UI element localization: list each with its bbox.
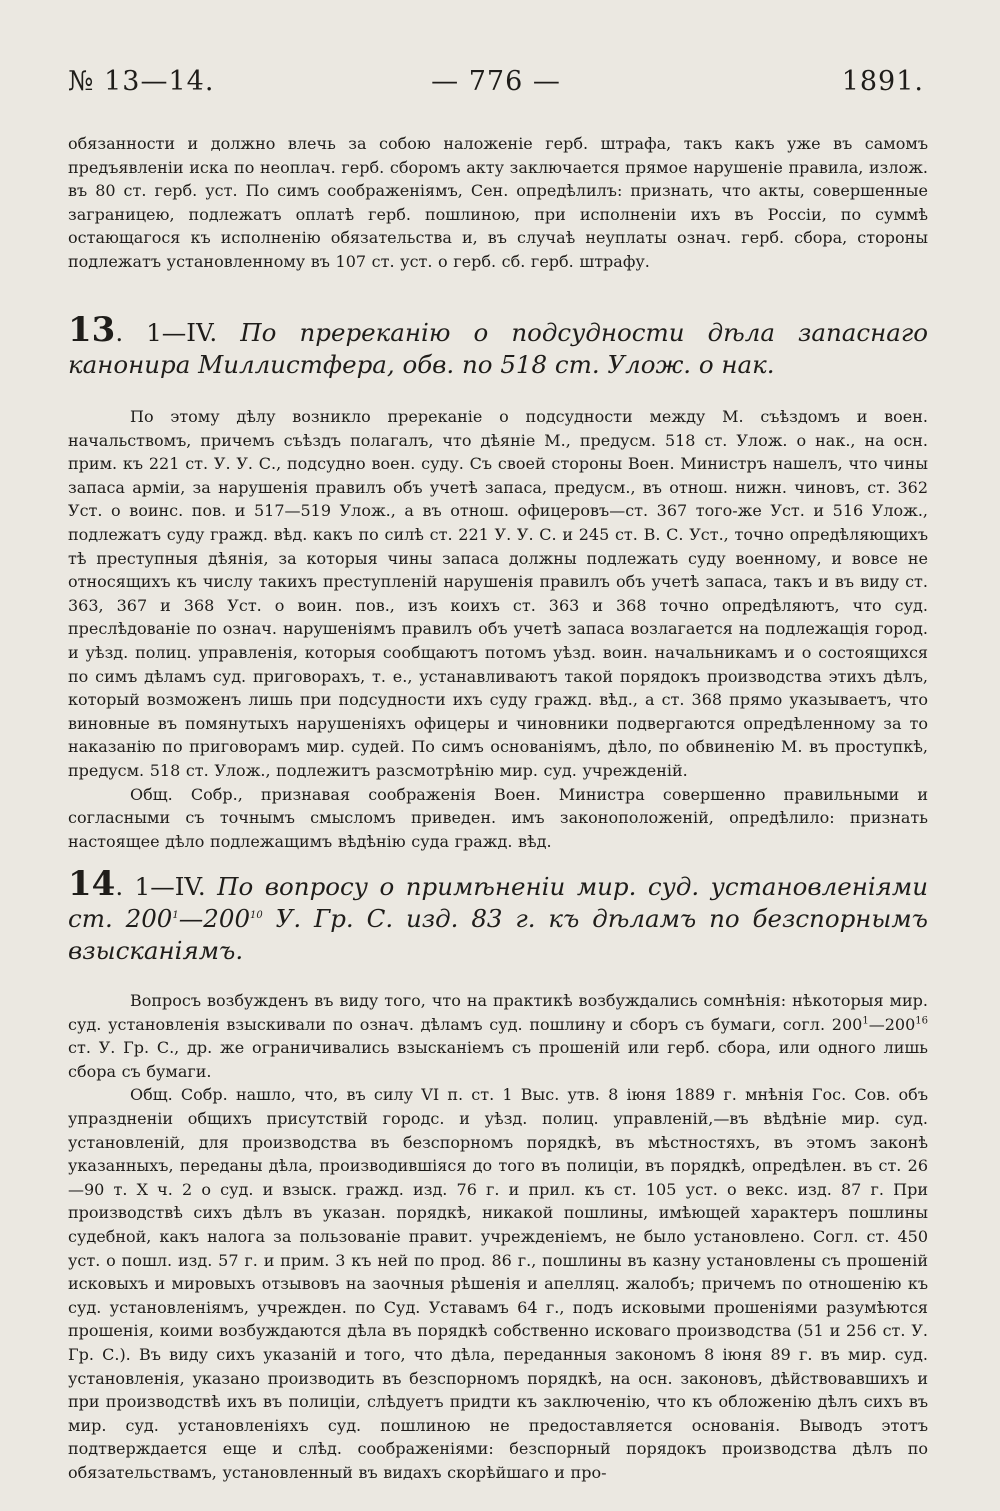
paragraph: Общ. Собр., признавая соображенія Воен. Министра совершенно правильными и согласными съ точнымъ смысломъ приведен. имъ законоположеній, опредѣлило: признать настоящее дѣло подлежащимъ вѣдѣнію суда гражд. вѣд. [68, 784, 928, 851]
section-heading [68, 864, 928, 967]
section-number: 13 [68, 310, 116, 350]
year: 1891. [841, 66, 924, 97]
section-13-body [68, 405, 928, 853]
section-code: . 1—IV. [115, 872, 206, 901]
continued-paragraph [68, 132, 928, 274]
section-14-body [68, 989, 928, 1484]
paragraph: По этому дѣлу возникло пререканіе о подсудности между М. съѣздомъ и воен. начальствомъ, причемъ съѣздъ полагалъ, что дѣяніе М., предусм. 518 ст. Улож. о нак., на осн. прим. къ 221 ст. У. У. С., подсудно воен. суду. Съ своей стороны Воен. Министръ нашелъ, что чины запаса арміи, за нарушенія правилъ объ учетѣ запаса, предусм., въ отнош. нижн. чиновъ, ст. 362 Уст. о воинс. пов. и 517—519 Улож., а въ отнош. офицеровъ—ст. 367 того-же Уст. и 516 Улож., подлежатъ суду гражд. вѣд. какъ по силѣ ст. 221 У. У. С. и 245 ст. В. С. Уст., точно опредѣляющихъ тѣ преступныя дѣянія, за которыя чины запаса должны подлежать суду военному, и вовсе не относящихъ къ числу такихъ преступленій нарушенія правилъ объ учетѣ запаса, такъ и въ виду ст. 363, 367 и 368 Уст. о воин. пов., изъ коихъ ст. 363 и 368 точно опредѣляютъ, что суд. преслѣдованіе по означ. нарушеніямъ правилъ объ учетѣ запаса возлагается на подлежащія город. и уѣзд. полиц. управленія, которыя сообщаютъ потомъ уѣзд. воин. начальникамъ и о состоящихся по симъ дѣламъ суд. приговорахъ, т. е., устанавливаютъ такой порядокъ производства этихъ дѣлъ, который возможенъ лишь при подсудности ихъ суду гражд. вѣд., а ст. 368 прямо указываетъ, что виновные въ помянутыхъ нарушеніяхъ офицеры и чиновники подвергаются опредѣленному за то наказанію по приговорамъ мир. судей. По симъ основаніямъ, дѣло, по обвиненію М. въ проступкѣ, предусм. 518 ст. Улож., подлежитъ разсмотрѣнію мир. суд. учрежденій. [68, 407, 928, 780]
paragraph: обязанности и должно влечь за собою наложеніе герб. штрафа, такъ какъ уже въ самомъ предъявленіи иска по неоплач. герб. сборомъ акту заключается прямое нарушеніе правила, излож. въ 80 ст. герб. уст. По симъ соображеніямъ, Сен. опредѣлилъ: признать, что акты, совершенные заграницею, подлежатъ оплатѣ герб. пошлиною, при исполненіи ихъ въ Россіи, по суммѣ остающагося къ исполненію обязательства и, въ случаѣ неуплаты означ. герб. сбора, стороны подлежатъ установленному въ 107 ст. уст. о герб. сб. герб. штрафу. [68, 134, 928, 271]
section-heading [68, 310, 928, 381]
section-13 [68, 310, 928, 381]
section-code: . 1—IV. [115, 318, 218, 347]
section-title: По пререканію о подсудности дѣла запаснаго канонира Миллистфера, обв. по 518 ст. Улож. о нак. [68, 318, 928, 379]
issue-number: № 13—14. [68, 66, 215, 97]
section-title: По вопросу о примѣненіи мир. суд. установленіями ст. $200^1—200^{10}$ У. Гр. С. изд. 83 г. къ дѣламъ по безспорнымъ взысканіямъ. [68, 872, 928, 965]
page-number: — 776 — [431, 66, 561, 97]
page-header [68, 66, 924, 110]
section-14 [68, 864, 928, 967]
paragraph: Вопросъ возбужденъ въ виду того, что на практикѣ возбуждались сомнѣнія: нѣкоторыя мир. суд. установленія взыскивали по означ. дѣламъ суд. пошлину и сборъ съ бумаги, согл. $200^1—200^{16}$ ст. У. Гр. С., др. же ограничивались взысканіемъ съ прошеній или герб. сбора, или одного лишь сбора съ бумаги. [68, 991, 928, 1081]
section-number: 14 [68, 864, 116, 904]
paragraph: Общ. Собр. нашло, что, въ силу VI п. ст. 1 Выс. утв. 8 іюня 1889 г. мнѣнія Гос. Сов. объ упраздненіи общихъ присутствій городс. и уѣзд. полиц. управленій,—въ вѣдѣніе мир. суд. установленій, для производства въ безспорномъ порядкѣ, въ мѣстностяхъ, въ этомъ законѣ указанныхъ, переданы дѣла, производившіяся до того въ полиціи, въ порядкѣ, опредѣлен. въ ст. 26—90 т. X ч. 2 о суд. и взыск. гражд. изд. 76 г. и прил. къ ст. 105 уст. о векс. изд. 87 г. При производствѣ сихъ дѣлъ въ указан. порядкѣ, никакой пошлины, имѣющей характеръ пошлины судебной, какъ налога за пользованіе правит. учрежденіемъ, не было установлено. Согл. ст. 450 уст. о пошл. изд. 57 г. и прим. 3 къ ней по прод. 86 г., пошлины въ казну установлены съ прошеній исковыхъ и мировыхъ отзывовъ на заочныя рѣшенія и апелляц. жалобъ; причемъ по отношенію къ суд. установленіямъ, учрежден. по Суд. Уставамъ 64 г., подъ исковыми прошеніями разумѣются прошенія, коими возбуждаются дѣла въ порядкѣ собственно исковаго производства (51 и 256 ст. У. Гр. С.). Въ виду сихъ указаній и того, что дѣла, переданныя закономъ 8 іюня 89 г. въ мир. суд. установленія, указано производить въ безспорномъ порядкѣ, на осн. законовъ, дѣйствовавшихъ и при производствѣ ихъ въ полиціи, слѣдуетъ придти къ заключенію, что къ обложенію дѣлъ сихъ въ мир. суд. установленіяхъ суд. пошлиною не предоставляется основанія. Выводъ этотъ подтверждается еще и слѣд. соображеніями: безспорный порядокъ производства дѣлъ по обязательствамъ, установленный въ видахъ скорѣйшаго и про- [68, 1085, 928, 1482]
